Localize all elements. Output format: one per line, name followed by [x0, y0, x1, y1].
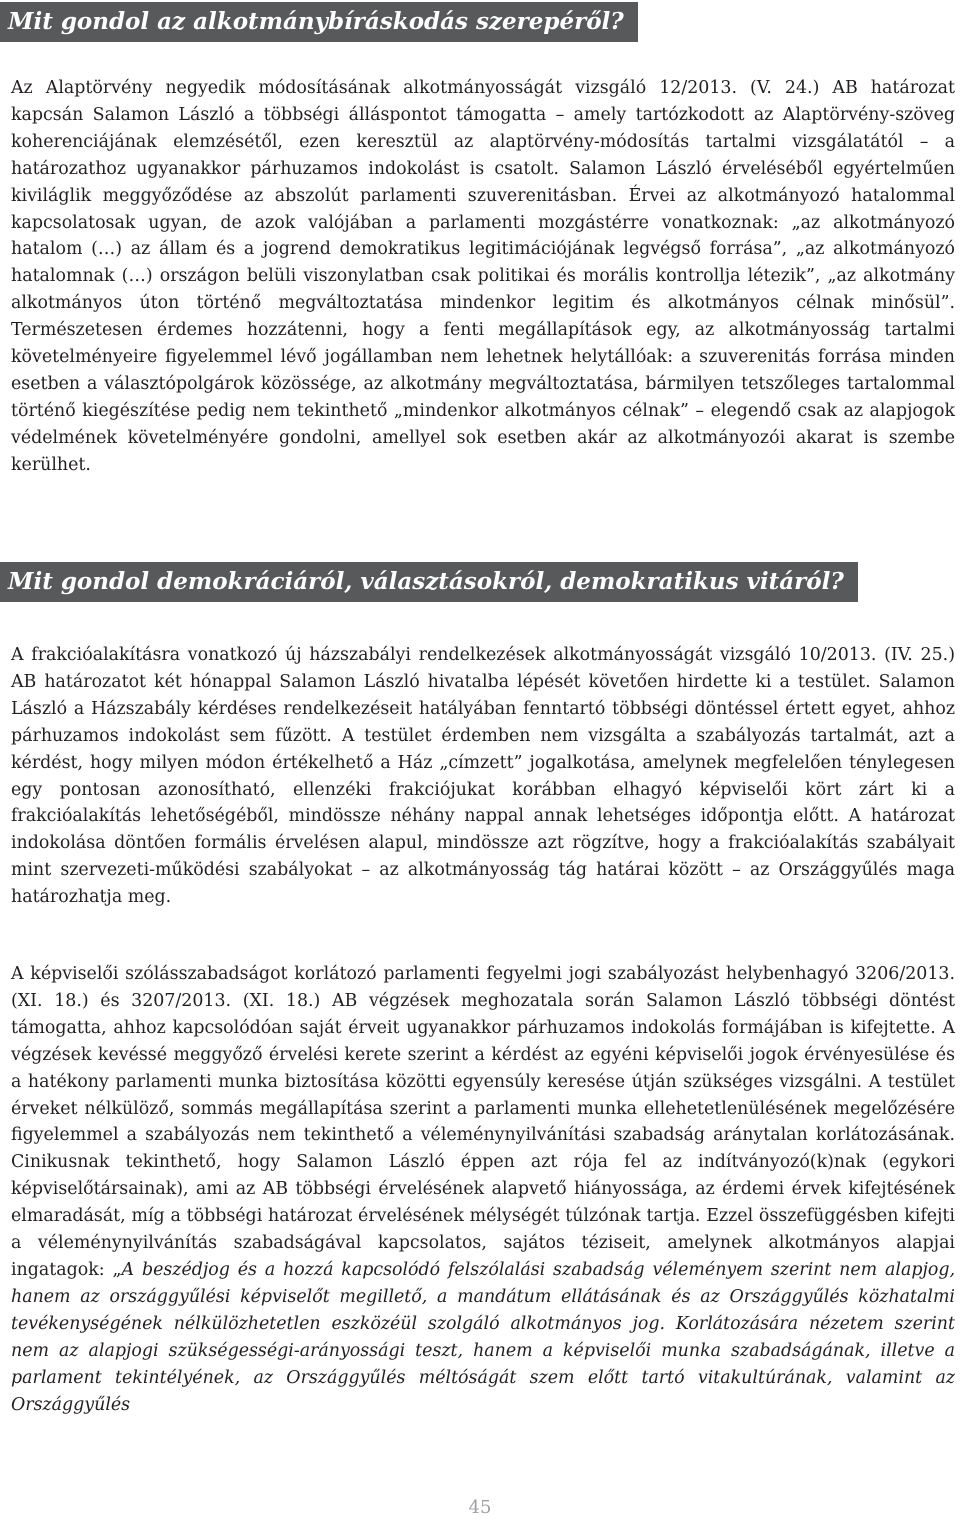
paragraph-constitutional-review: Az Alaptörvény negyedik módosításának alkotmányosságát vizsgáló 12/2013. (V. 24.) AB határozat kapcsán Salamon László a többségi álláspontot támogatta – amely tartózkodott az Alaptörvény-szöveg koherenciájának elemzésétől, ezen keresztül az alaptörvény-módosítás tartalmi vizsgálatától – a határozathoz ugyanakkor párhuzamos indokolást is csatolt. Salamon László érveléséből egyértelműen kiviláglik meggyőződése az abszolút parlamenti szuverenitásban. Érvei az alkotmányozó hatalommal kapcsolatosak ugyan, de azok valójában a parlamenti mozgástérre vonatkoznak: „az alkotmányozó hatalom (…) az állam és a jogrend demokratikus legitimációjának legvégső forrása”, „az alkotmányozó hatalomnak (…) országon belüli viszonylatban csak politikai és morális kontrollja létezik”, „az alkotmány alkotmányos úton történő megváltoztatása mindenkor legitim és alkotmányos célnak minősül”. Természetesen érdemes hozzátenni, hogy a fenti megállapítások egy, az alkotmányosság tartalmi követelményeire figyelemmel lévő jogállamban nem lehetnek helytállóak: a szuverenitás forrása minden esetben a választópolgárok közössége, az alkotmány megváltoztatása, bármilyen tetszőleges tartalommal történő kiegészítése pedig nem tekinthető „mindenkor alkotmányos célnak” – elegendő csak az alapjogok védelmének követelményére gondolni, amellyel sok esetben akár az alkotmányozói akarat is szembe kerülhet. — [11, 78, 955, 475]
section-heading-constitutional-review: Mit gondol az alkotmánybíráskodás szerepéről? — [0, 2, 638, 42]
paragraph-free-speech — [11, 961, 955, 1418]
section-heading-democracy: Mit gondol demokráciáról, választásokról, demokratikus vitáról? — [0, 562, 858, 602]
paragraph-free-speech-text: A képviselői szólásszabadságot korlátozó parlamenti fegyelmi jogi szabályozást helybenhagyó 3206/2013. (XI. 18.) és 3207/2013. (XI. 18.) AB végzések meghozatala során Salamon László többségi döntést támogatta, ahhoz kapcsolódóan saját érveit ugyanakkor párhuzamos indokolás formájában is kifejtette. A végzések kevéssé meggyőző érvelési kerete szerint a kérdést az egyéni képviselői jogok érvényesülése és a hatékony parlamenti munka biztosítása közötti egyensúly keresése útján szükséges vizsgálni. A testület érveket nélkülöző, sommás megállapítása szerint a parlamenti munka ellehetetlenülésének megelőzésére figyelemmel a szabályozás nem tekinthető a véleménynyilvánítási szabadság aránytalan korlátozásának. Cinikusnak tekinthető, hogy Salamon László éppen azt rója fel az indítványozó(k)nak (egykori képviselőtársainak), ami az AB többségi érvelésének alapvető hiányossága, az érdemi érvek kifejtésének elmaradását, míg a többségi határozat érvelésének mélységét túlzónak tartja. Ezzel összefüggésben kifejti a véleménynyilvánítás szabadságával kapcsolatos, sajátos téziseit, amelynek alkotmányos alapjai ingatagok: „ — [11, 964, 955, 1280]
page-number: 45 — [468, 1497, 492, 1518]
paragraph-faction-formation: A frakcióalakításra vonatkozó új házszabályi rendelkezések alkotmányosságát vizsgáló 10/2013. (IV. 25.) AB határozatot két hónappal Salamon László hivatalba lépését követően hirdette ki a testület. Salamon László a Házszabály kérdéses rendelkezéseit hatályában fenntartó többségi döntéssel értett egyet, ahhoz párhuzamos indokolást sem fűzött. A testület érdemben nem vizsgálta a szabályozás tartalmát, azt a kérdést, hogy milyen módon értékelhető a Ház „címzett” jogalkotása, amelynek megfelelően ténylegesen egy pontosan azonosítható, ellenzéki frakciójukat korábban elhagyó képviselői kört zárt ki a frakcióalakítás lehetőségéből, mindössze néhány nappal annak lehetséges időpontja előtt. A határozat indokolása döntően formális érvelésen alapul, mindössze azt rögzítve, hogy a frakcióalakítás szabályait mint szervezeti-működési szabályokat – az alkotmányosság tág határai között – az Országgyűlés maga határozhatja meg. — [11, 645, 955, 908]
paragraph-free-speech-quote: A beszédjog és a hozzá kapcsolódó felszólalási szabadság véleményem szerint nem alapjog, hanem az országgyűlési képviselőt megillető, a mandátum ellátásának és az Országgyűlés közhatalmi tevékenységének nélkülözhetetlen eszközéül szolgáló alkotmányos jog. Korlátozására nézetem szerint nem az alapjogi szükségességi-arányossági teszt, hanem a képviselői munka szabadságának, illetve a parlament tekintélyének, az Országgyűlés méltóságát szem előtt tartó vitakultúrának, valamint az Országgyűlés — [11, 1259, 955, 1415]
